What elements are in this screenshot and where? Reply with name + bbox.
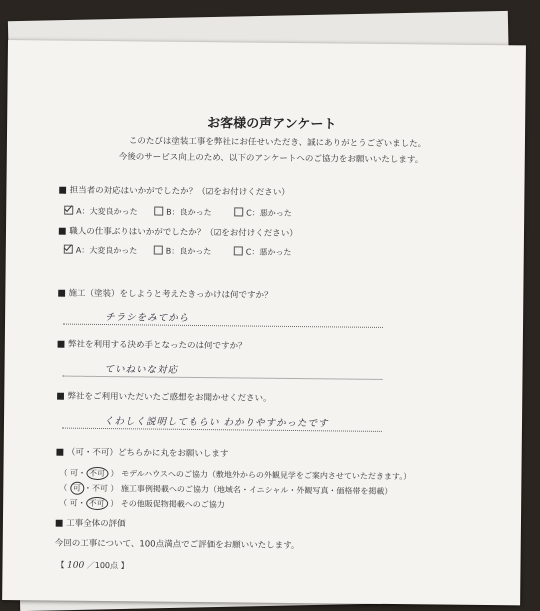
consent-row-case-study: （ 可 ・不可 ） 施工事例掲載へのご協力（地域名・イニシャル・外観写真・価格帯を掲載） [59,483,393,497]
intro-line-2: 今後のサービス向上のため、以下のアンケートへのご協力をお願いいたします。 [118,152,424,166]
bullet: ■ [56,339,66,350]
bullet: ■ [58,185,67,196]
question-1-text: 担当者の対応はいかがでしたか？（☑をお付けください） [69,185,290,198]
consent-row-promo: （ 可・ 不可 ） その他販促物掲載へのご協力 [59,498,225,510]
bullet: ■ [57,288,66,299]
checkbox-checked-icon[interactable] [64,206,73,215]
option-deny[interactable]: 不可 [91,483,108,494]
option-allow-circled[interactable]: 可 [70,482,84,495]
question-7-text: 工事全体の評価 [66,518,126,530]
consent-label: 施工事例掲載へのご協力（地域名・イニシャル・外観写真・価格帯を掲載） [120,484,393,497]
consent-label: モデルハウスへのご協力（敷地外からの外観見学をご案内させていただきます。） [121,469,412,482]
question-3-text: 施工（塗装）をしようと考えたきっかけは何ですか？ [68,288,273,301]
q1-option-c[interactable]: C：悪かった [234,207,292,219]
q2-option-a[interactable]: A：大変良かった [64,245,138,257]
checkbox-checked-icon[interactable] [64,245,73,254]
question-6 [56,446,229,460]
score-suffix: ／100点 [86,560,119,571]
option-allow[interactable]: 可 [69,468,79,478]
option-deny-circled[interactable]: 不可 [86,497,108,510]
answer-4[interactable]: ていねいな対応 [104,364,179,376]
question-6-text: （可・不可）どちらかに丸をお願いします [66,447,229,460]
question-1 [58,184,289,198]
rating-prompt: 今回の工事について、100点満点でご評価をお願いいたします。 [54,538,300,552]
score-value[interactable]: 100 [66,560,85,571]
checkbox-icon[interactable] [154,207,163,216]
q1-option-a[interactable]: A：大変良かった [64,206,138,218]
checkbox-icon[interactable] [154,246,163,255]
question-7 [55,517,126,530]
checkbox-icon[interactable] [234,207,243,216]
bullet: ■ [55,447,65,458]
bullet: ■ [57,226,67,237]
q1-option-b[interactable]: B：良かった [154,207,212,219]
question-4 [57,338,247,352]
option-deny-circled[interactable]: 不可 [86,467,108,480]
survey-title: お客様の声アンケート [207,116,337,133]
intro-line-1: このたびは塗装工事を弊社にお任せいただき、誠にありがとうございました。 [128,136,427,150]
survey-sheet [2,40,526,605]
consent-row-model-house: （ 可・ 不可 ） モデルハウスへのご協力（敷地外からの外観見学をご案内させていただきます。） [59,468,412,482]
q2-option-b[interactable]: B：良かった [154,246,212,258]
bullet: ■ [56,391,65,402]
q2-option-c[interactable]: C：悪かった [234,246,292,258]
bullet: ■ [54,518,64,529]
consent-label: その他販促物掲載へのご協力 [120,499,225,510]
question-3 [57,287,272,301]
question-5-text: 弊社をご利用いただいたご感想をお聞かせください。 [67,391,272,404]
question-2-text: 職人の仕事ぶりはいかがでしたか？（☑をお付けください） [69,226,298,240]
question-4-text: 弊社を利用する決め手となったのは何ですか？ [67,339,247,352]
answer-5[interactable]: くわしく説明してもらい わかりやすかったです [103,416,329,430]
score-field[interactable]: 【 100 ／100点 】 [56,560,129,571]
answer-3[interactable]: チラシをみてから [105,312,190,324]
checkbox-icon[interactable] [234,246,243,255]
question-5 [56,390,271,404]
answer-line [63,324,383,328]
option-allow[interactable]: 可 [69,498,78,508]
question-2 [58,225,298,240]
answer-line [62,376,382,380]
